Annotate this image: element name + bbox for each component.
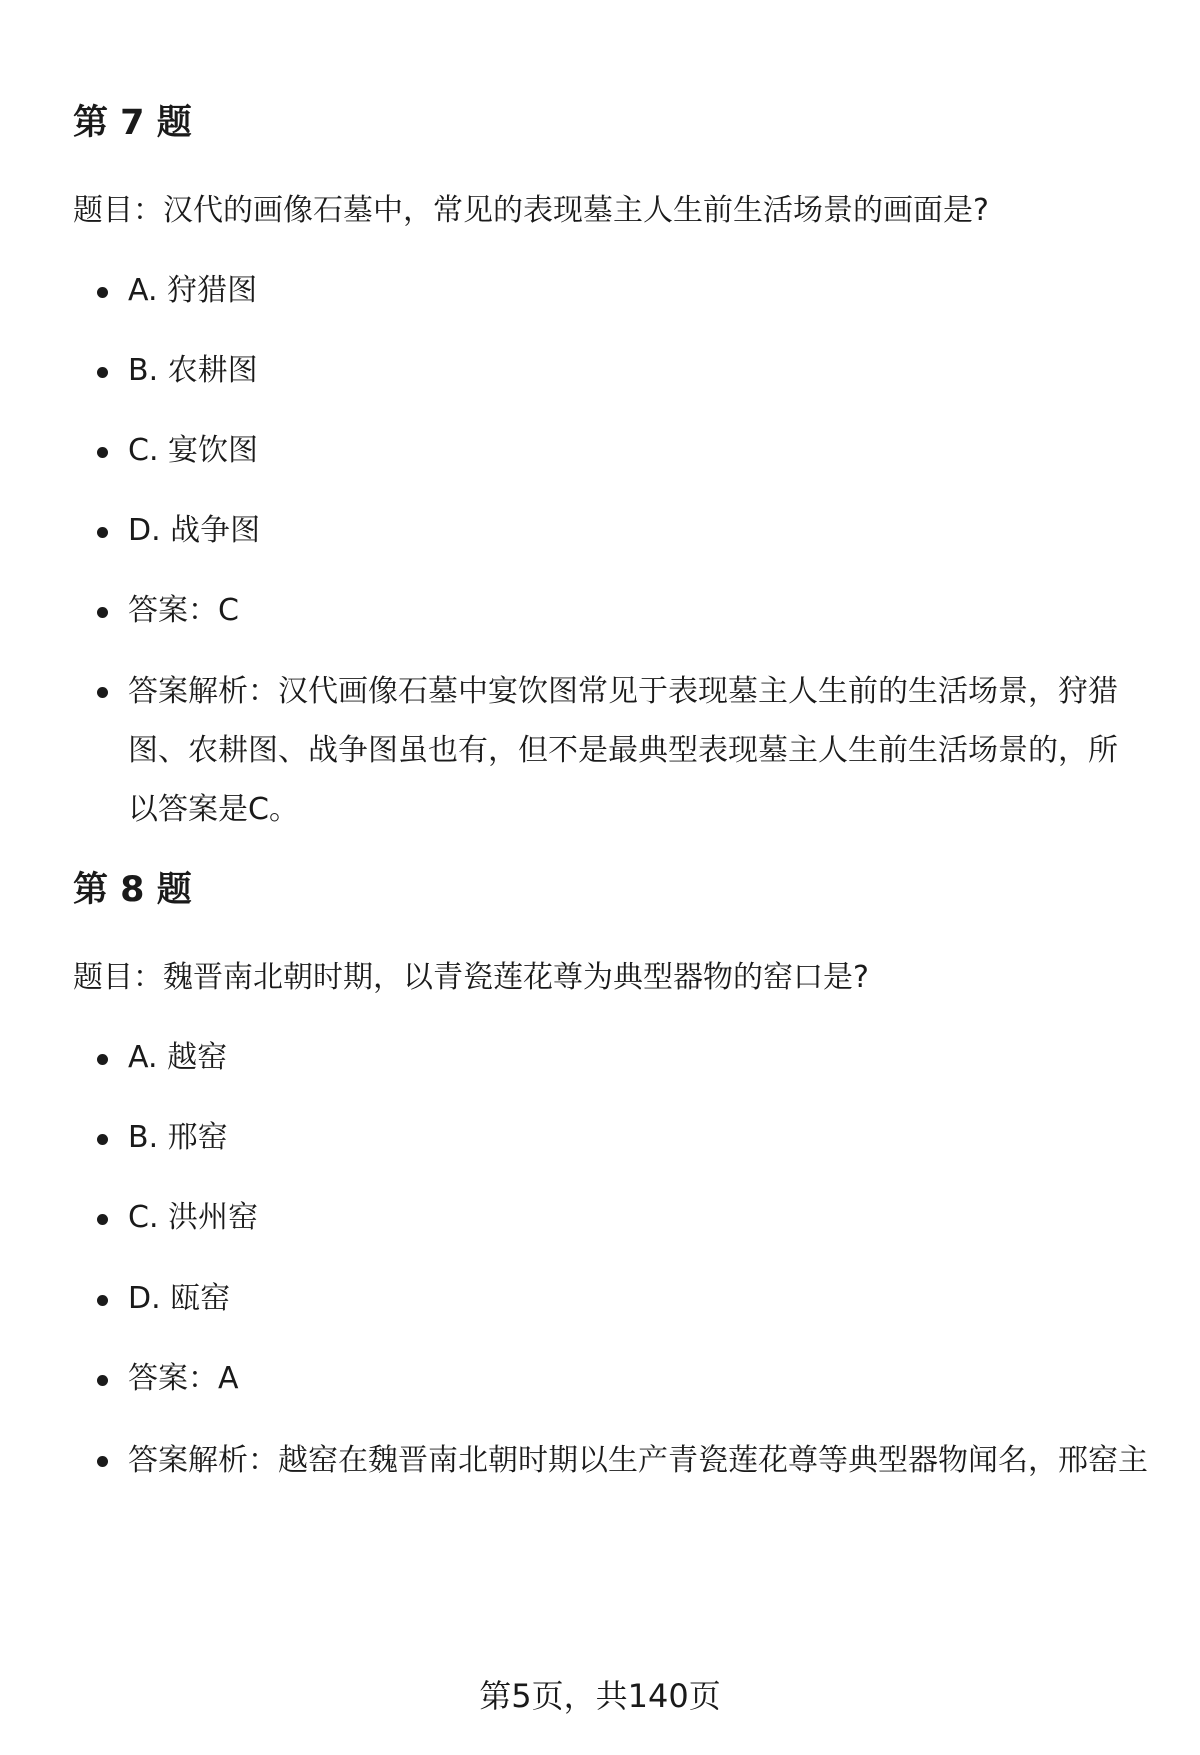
bullet-icon bbox=[97, 527, 108, 538]
question-8-prompt: 题目：魏晋南北朝时期，以青瓷莲花尊为典型器物的窑口是? bbox=[73, 960, 869, 995]
bullet-icon bbox=[97, 367, 108, 378]
bullet-icon bbox=[97, 1214, 108, 1225]
bullet-icon bbox=[97, 1456, 108, 1467]
question-7-prompt: 题目：汉代的画像石墓中，常见的表现墓主人生前生活场景的画面是? bbox=[73, 193, 989, 228]
question-7-answer: 答案：C bbox=[0, 596, 239, 626]
question-7-explanation-text: 答案解析：汉代画像石墓中宴饮图常见于表现墓主人生前的生活场景，狩猎图、农耕图、战争图虽也有，但不是最典型表现墓主人生前生活场景的，所以答案是C。 bbox=[128, 674, 1118, 827]
bullet-icon bbox=[97, 1134, 108, 1145]
question-8-explanation-text: 答案解析：越窑在魏晋南北朝时期以生产青瓷莲花尊等典型器物闻名，邢窑主 bbox=[128, 1443, 1148, 1478]
question-8-option-d: D. 瓯窑 bbox=[0, 1284, 230, 1314]
question-8-heading: 第 8 题 bbox=[73, 870, 192, 910]
question-8-option-a: A. 越窑 bbox=[0, 1043, 227, 1073]
question-7-option-b: B. 农耕图 bbox=[0, 356, 258, 386]
bullet-icon bbox=[97, 687, 108, 698]
question-7-heading: 第 7 题 bbox=[73, 103, 192, 143]
question-7-option-d: D. 战争图 bbox=[0, 516, 260, 546]
bullet-icon bbox=[97, 607, 108, 618]
question-8-answer: 答案：A bbox=[0, 1364, 239, 1394]
bullet-icon bbox=[97, 1375, 108, 1386]
page-number: 第5页，共140页 bbox=[479, 1677, 721, 1715]
bullet-icon bbox=[97, 447, 108, 458]
question-7-option-c: C. 宴饮图 bbox=[0, 436, 258, 466]
bullet-icon bbox=[97, 1295, 108, 1306]
question-8-option-b: B. 邢窑 bbox=[0, 1123, 228, 1153]
question-8-option-c: C. 洪州窑 bbox=[0, 1203, 258, 1233]
question-7-option-a: A. 狩猎图 bbox=[0, 276, 257, 306]
bullet-icon bbox=[97, 287, 108, 298]
bullet-icon bbox=[97, 1054, 108, 1065]
